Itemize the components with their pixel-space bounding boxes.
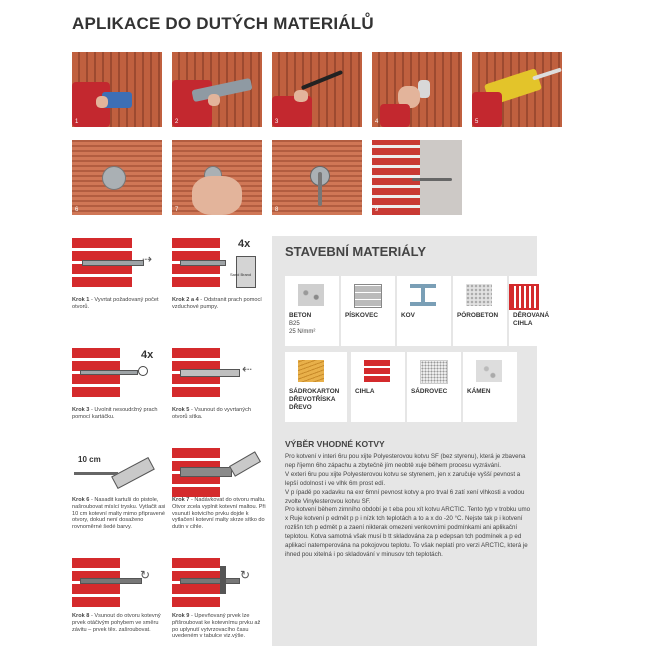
diagram-step-9 — [172, 556, 262, 614]
material-sadrovec: SÁDROVEC — [407, 352, 461, 422]
material-derovana-cihla: DĚROVANÁ CIHLA — [509, 276, 537, 346]
photo-number: 4 — [375, 119, 379, 125]
photo-number: 5 — [475, 119, 479, 125]
page-title: APLIKACE DO DUTÝCH MATERIÁLŮ — [72, 14, 374, 33]
brick-wall-icon — [354, 284, 382, 308]
caption-step-2: Krok 2 a 4 - Odstranit prach pomocí vzduchové pumpy. — [172, 297, 262, 310]
photo-step-1 — [72, 52, 162, 127]
materials-panel — [272, 236, 550, 646]
caption-step-3: Krok 3 - Uvolnit nesoudržný prach pomocí kartáčku. — [72, 407, 158, 420]
photo-number: 9 — [375, 207, 379, 213]
photo-step-4 — [372, 52, 462, 127]
photo-step-9 — [372, 140, 462, 215]
stone-icon — [476, 360, 502, 382]
panel-title: STAVEBNÍ MATERIÁLY — [285, 244, 427, 259]
anchor-selection-text: Pro kotvení v interi 6ru pou xijte Polyesterovou kotvu SF (bez styrenu), která je zbavena nep říjemn 6ho zápachu a zbytečně jím neobtě xuje během procesu vyzrávání. V exteri 6ru pou xijte Polyesterovou kotvu se styrenem, jen x zaručuje vyšší pevnost a lepší odolnost i ve vlhk 6m prost edí. V p ípadě po xadavku na exr 6mní pevnost kotvy a pro trval 6 zatí xení vlhkosti a vodou zvolte Vinylesterovou kotvu SF. Pro kotvení během zimního období je t eba pou xít kotvu ARCTIC. Tento typ v trobku umo x Ruje kotvení p edmět p p i nízk tch teplotách a to a x do -20 °C. Nejste tak p i kotvení rozlišn tch p edmět p a zaení nikterak omezeni venkovními podmínkami ani aplikační teplotou. Kotva samotná však musí b tt skladována za p edepsan tch podmínek a p ed aplikací natemperována na pokojovou teplotu. To však neplatí pro verzi ARCTIC, která je ihned pou xitelná i po skladování v minusov tch teplotách. — [285, 453, 531, 558]
photo-number: 3 — [275, 119, 279, 125]
rotate-arrow-icon: ↻ — [140, 568, 151, 582]
jar-label: Sand Brand — [230, 272, 252, 277]
material-kov: KOV — [397, 276, 451, 346]
rotate-arrow-icon: ↻ — [240, 568, 251, 582]
photo-number: 8 — [275, 207, 279, 213]
photo-number: 6 — [75, 207, 79, 213]
aerated-concrete-icon — [466, 284, 492, 306]
photo-number: 1 — [75, 119, 79, 125]
section-title: VÝBĚR VHODNÉ KOTVY — [285, 439, 385, 449]
i-beam-icon — [410, 284, 436, 306]
material-beton: BETON B25 25 N/mm² — [285, 276, 339, 346]
caption-step-6: Krok 6 - Nasadit kartuši do pistole, našroubovat mísící trysku. Vytlačit asi 10 cm kotevní malty mimo připravené otvory, dokud není dosaženo rovnoměrné šedé barvy. — [72, 497, 166, 531]
photo-step-3 — [272, 52, 362, 127]
caption-step-8: Krok 8 - Vsunout do otvoru kotevný prvek otáčivým pohybem ve směru závitu – prvek těx. zašroubovat. — [72, 613, 161, 633]
perforated-brick-icon — [509, 284, 539, 310]
material-cihla: CIHLA — [351, 352, 405, 422]
red-brick-icon — [364, 360, 390, 382]
diagram-step-1 — [72, 236, 162, 294]
material-sadrokarton: SÁDROKARTON DŘEVOTŘÍSKA DŘEVO — [285, 352, 347, 422]
arrow-icon: ⇠ — [242, 362, 253, 376]
material-piskovec: PÍSKOVEC — [341, 276, 395, 346]
caption-step-5: Krok 5 - Vsunout do vyvrtaných otvorů sítka. — [172, 407, 251, 420]
photo-step-6 — [72, 140, 162, 215]
photo-step-8 — [272, 140, 362, 215]
diagram-step-5 — [172, 346, 262, 404]
material-kamen: KÁMEN — [463, 352, 517, 422]
arrow-icon: ⇢ — [142, 252, 153, 266]
caption-step-7: Krok 7 - Nadávkovat do otvoru maltu. Otvor zcela vyplnit kotevní maltou. Při vsunutí kotvicího prvku dojde k vytlačení kotevní malty skrze sítko do dutin v cihle. — [172, 497, 266, 531]
diagram-step-7 — [172, 446, 262, 504]
material-porobeton: PÓROBETON — [453, 276, 507, 346]
length-badge: 10 cm — [78, 455, 101, 464]
gypsum-icon — [420, 360, 448, 384]
repeat-badge: 4x — [141, 349, 154, 361]
photo-number: 2 — [175, 119, 179, 125]
caption-step-1: Krok 1 - Vyvrtat požadovaný počet otvorů. — [72, 297, 159, 310]
caption-step-9: Krok 9 - Upevňovaný prvek lze přišroubovat ke kotevnímu prvku až po uplynutí vytvrzovacího času uvedeném v tabulce viz.výše. — [172, 613, 261, 640]
wood-board-icon — [298, 360, 324, 382]
photo-number: 7 — [175, 207, 179, 213]
repeat-badge: 4x — [238, 238, 251, 250]
photo-step-7 — [172, 140, 262, 215]
concrete-icon — [298, 284, 324, 306]
diagram-step-8 — [72, 556, 162, 614]
photo-step-5 — [472, 52, 562, 127]
photo-step-2 — [172, 52, 262, 127]
